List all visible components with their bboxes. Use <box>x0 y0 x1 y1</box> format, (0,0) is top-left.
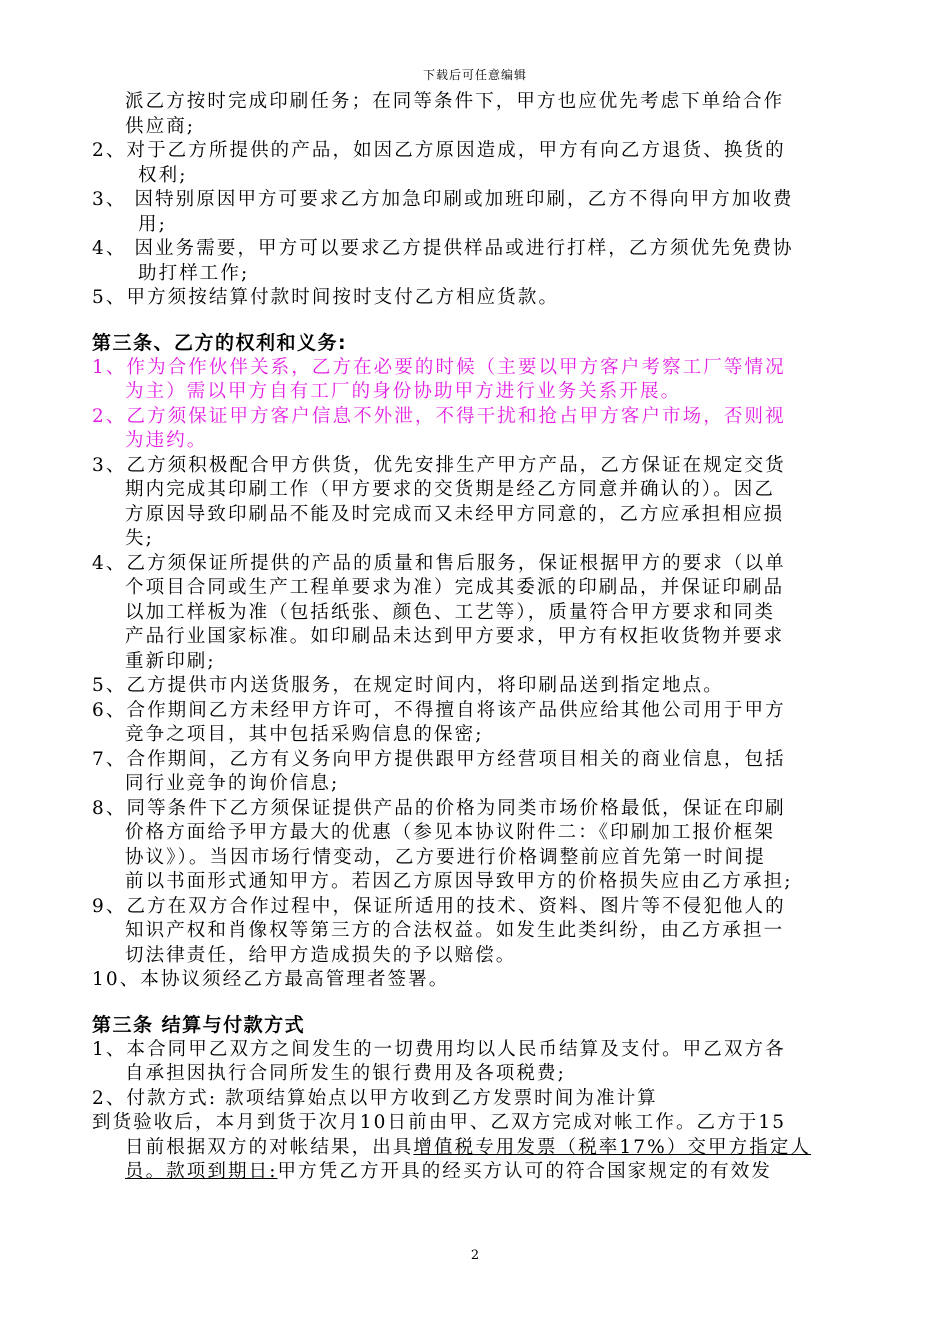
clause-b3: 3、乙方须积极配合甲方供货，优先安排生产甲方产品，乙方保证在规定交货 <box>92 454 786 476</box>
paragraph-line: 切法律责任，给甲方造成损失的予以赔偿。 <box>125 944 517 966</box>
clause-b2: 2、乙方须保证甲方客户信息不外泄，不得干扰和抢占甲方客户市场，否则视 <box>92 405 786 427</box>
paragraph-line: 竞争之项目，其中包括采购信息的保密; <box>125 724 484 745</box>
paragraph-line: 价格方面给予甲方最大的优惠（参见本协议附件二：《印刷加工报价框架 <box>125 822 775 843</box>
text-run: 甲方凭乙方开具的经买方认可的符合国家规定的有效发 <box>277 1161 772 1182</box>
text-run: 日前根据双方的对帐结果，出具 <box>125 1136 414 1158</box>
paragraph-line: 个项目合同或生产工程单要求为准）完成其委派的印刷品，并保证印刷品 <box>125 577 785 598</box>
contract-body <box>92 90 862 1185</box>
clause-b7: 7、合作期间，乙方有义务向甲方提供跟甲方经营项目相关的商业信息，包括 <box>92 748 786 770</box>
clause-b9: 9、乙方在双方合作过程中，保证所适用的技术、资料、图片等不侵犯他人的 <box>92 895 786 917</box>
paragraph-line: 协议》）。当因市场行情变动，乙方要进行价格调整前应首先第一时间提 <box>125 846 766 868</box>
clause-c2: 2、付款方式: 款项结算始点以甲方收到乙方发票时间为准计算 <box>92 1087 658 1109</box>
paragraph-line: 供应商; <box>125 115 196 137</box>
paragraph-line: 前以书面形式通知甲方。若因乙方原因导致甲方的价格损失应由乙方承担; <box>125 871 793 892</box>
clause-b10: 10、本协议须经乙方最高管理者签署。 <box>92 969 450 990</box>
paragraph-line: 期内完成其印刷工作（甲方要求的交货期是经乙方同意并确认的）。因乙 <box>125 479 775 500</box>
page-number: 2 <box>470 1248 480 1263</box>
section-heading-party-b-rights: 第三条、乙方的权利和义务: <box>92 331 348 354</box>
paragraph-line: 方原因导致印刷品不能及时完成而又未经甲方同意的，乙方应承担相应损 <box>125 503 785 525</box>
paragraph-line: 同行业竞争的询价信息; <box>125 773 340 794</box>
clause-b5: 5、乙方提供市内送货服务，在规定时间内，将印刷品送到指定地点。 <box>92 675 724 696</box>
paragraph-line: 失; <box>125 528 154 549</box>
paragraph-line <box>92 1160 862 1185</box>
underlined-text: 增值税专用发票（税率17%）交甲方指定人 <box>413 1136 812 1158</box>
paragraph-line: 产品行业国家标准。如印刷品未达到甲方要求，甲方有权拒收货物并要求 <box>125 626 785 647</box>
clause-b4: 4、乙方须保证所提供的产品的质量和售后服务，保证根据甲方的要求（以单 <box>92 552 786 574</box>
paragraph-line: 重新印刷; <box>125 650 216 672</box>
clause-b1: 1、作为合作伙伴关系，乙方在必要的时候（主要以甲方客户考察工厂等情况 <box>92 356 786 378</box>
clause-2: 2、对于乙方所提供的产品，如因乙方原因造成，甲方有向乙方退货、换货的 <box>92 140 786 161</box>
clause-c1: 1、本合同甲乙双方之间发生的一切费用均以人民币结算及支付。甲乙双方各 <box>92 1038 786 1060</box>
clause-b8: 8、同等条件下乙方须保证提供产品的价格为同类市场价格最低，保证在印刷 <box>92 797 786 819</box>
paragraph-line: 自承担因执行合同所发生的银行费用及各项税费; <box>125 1063 566 1084</box>
paragraph-line: 知识产权和肖像权等第三方的合法权益。如发生此类纠纷，由乙方承担一 <box>125 920 785 941</box>
section-heading-settlement: 第三条 结算与付款方式 <box>92 1013 306 1036</box>
clause-3: 3、 因特别原因甲方可要求乙方加急印刷或加班印刷，乙方不得向甲方加收费 <box>92 189 794 210</box>
clause-5: 5、甲方须按结算付款时间按时支付乙方相应货款。 <box>92 287 560 308</box>
paragraph-line: 为主）需以甲方自有工厂的身份协助甲方进行业务关系开展。 <box>125 381 682 402</box>
paragraph-line: 以加工样板为准（包括纸张、颜色、工艺等），质量符合甲方要求和同类 <box>125 601 775 623</box>
paragraph-line <box>92 1136 862 1161</box>
paragraph-line: 派乙方按时完成印刷任务；在同等条件下，甲方也应优先考虑下单给合作 <box>125 91 785 112</box>
header-note: 下载后可任意编辑 <box>422 68 527 82</box>
paragraph-line: 助打样工作; <box>138 262 250 284</box>
paragraph-line: 到货验收后，本月到货于次月10日前由甲、乙双方完成对帐工作。乙方于15 <box>92 1112 787 1133</box>
paragraph-line: 用; <box>138 213 167 235</box>
clause-b6: 6、合作期间乙方未经甲方许可，不得擅自将该产品供应给其他公司用于甲方 <box>92 699 786 721</box>
underlined-text: 员。款项到期日: <box>125 1161 278 1182</box>
paragraph-line: 为违约。 <box>125 430 208 451</box>
paragraph-line: 权利; <box>138 164 188 186</box>
clause-4: 4、 因业务需要，甲方可以要求乙方提供样品或进行打样，乙方须优先免费协 <box>92 238 794 259</box>
